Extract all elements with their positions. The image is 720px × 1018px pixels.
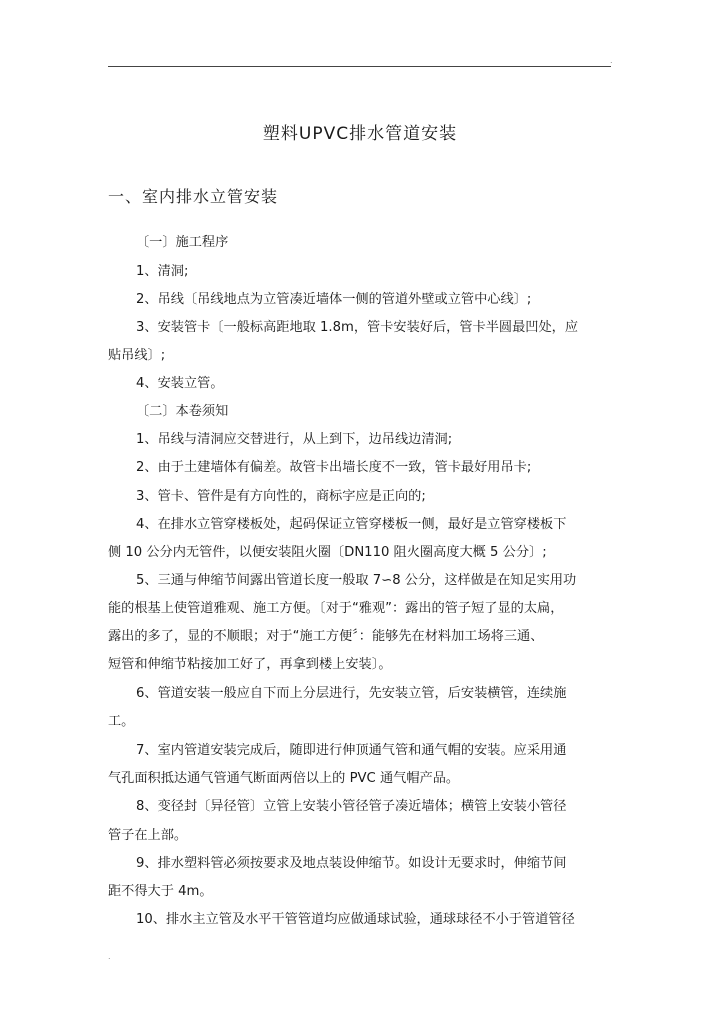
paragraph-line: 5、三通与伸缩节间露出管道长度一般取 7∽8 公分，这样做是在知足实用功: [136, 573, 577, 588]
paragraph-line: 气孔面积抵达通气管通气断面两倍以上的 PVC 通气帽产品。: [108, 771, 460, 786]
paragraph-line: 短管和伸缩节粘接加工好了，再拿到楼上安装〕。: [108, 657, 392, 672]
paragraph-line: 贴吊线〕;: [108, 348, 166, 363]
paragraph-line: 管子在上部。: [108, 828, 188, 843]
paragraph-line: 1、清洞;: [136, 264, 189, 279]
paragraph-line: 4、安装立管。: [136, 376, 224, 391]
paragraph-line: 2、由于土建墙体有偏差。故管卡出墙长度不一致，管卡最好用吊卡;: [136, 460, 532, 475]
header-rule: [108, 66, 611, 67]
paragraph-line: 1、吊线与清洞应交替进行，从上到下，边吊线边清洞;: [136, 432, 453, 447]
footer-mark: .: [108, 952, 111, 961]
paragraph-line: 4、在排水立管穿楼板处，起码保证立管穿楼板一侧，最好是立管穿楼板下: [136, 517, 567, 532]
paragraph-line: 距不得大于 4m。: [108, 884, 213, 899]
paragraph-line: 侧 10 公分内无管件，以便安装阻火圈〔DN110 阻火圈高度大概 5 公分〕;: [108, 545, 547, 560]
paragraph-line: 2、吊线〔吊线地点为立管凑近墙体一侧的管道外壁或立管中心线〕;: [136, 292, 532, 307]
paragraph-line: 3、安装管卡〔一般标高距地取 1.8m，管卡安装好后，管卡半圆最凹处，应: [136, 320, 579, 335]
subsection-heading: 〔一〕施工程序: [136, 235, 229, 250]
document-title: 塑料UPVC排水管道安装: [262, 124, 458, 144]
paragraph-line: 工。: [108, 714, 135, 729]
subsection-heading: 〔二〕本卷须知: [136, 404, 229, 419]
header-mark: .: [610, 56, 613, 65]
paragraph-line: 能的根基上使管道雅观、施工方便。〔对于“雅观”：露出的管子短了显的太扁，: [108, 601, 564, 616]
section-heading: 一、室内排水立管安装: [108, 187, 279, 206]
paragraph-line: 7、室内管道安装完成后，随即进行伸顶通气管和通气帽的安装。应采用通: [136, 743, 567, 758]
paragraph-line: 8、变径封〔异径管〕立管上安装小管径管子凑近墙体；横管上安装小管径: [136, 799, 567, 814]
paragraph-line: 3、管卡、管件是有方向性的，商标字应是正向的;: [136, 489, 426, 504]
paragraph-line: 露出的多了，显的不顺眼；对于“施工方便〞：能够先在材料加工场将三通、: [108, 629, 544, 644]
paragraph-line: 6、管道安装一般应自下而上分层进行，先安装立管，后安装横管，连续施: [136, 686, 567, 701]
paragraph-line: 10、排水主立管及水平干管管道均应做通球试验，通球球径不小于管道管径: [136, 912, 575, 927]
paragraph-line: 9、排水塑料管必须按要求及地点装设伸缩节。如设计无要求时，伸缩节间: [136, 856, 567, 871]
